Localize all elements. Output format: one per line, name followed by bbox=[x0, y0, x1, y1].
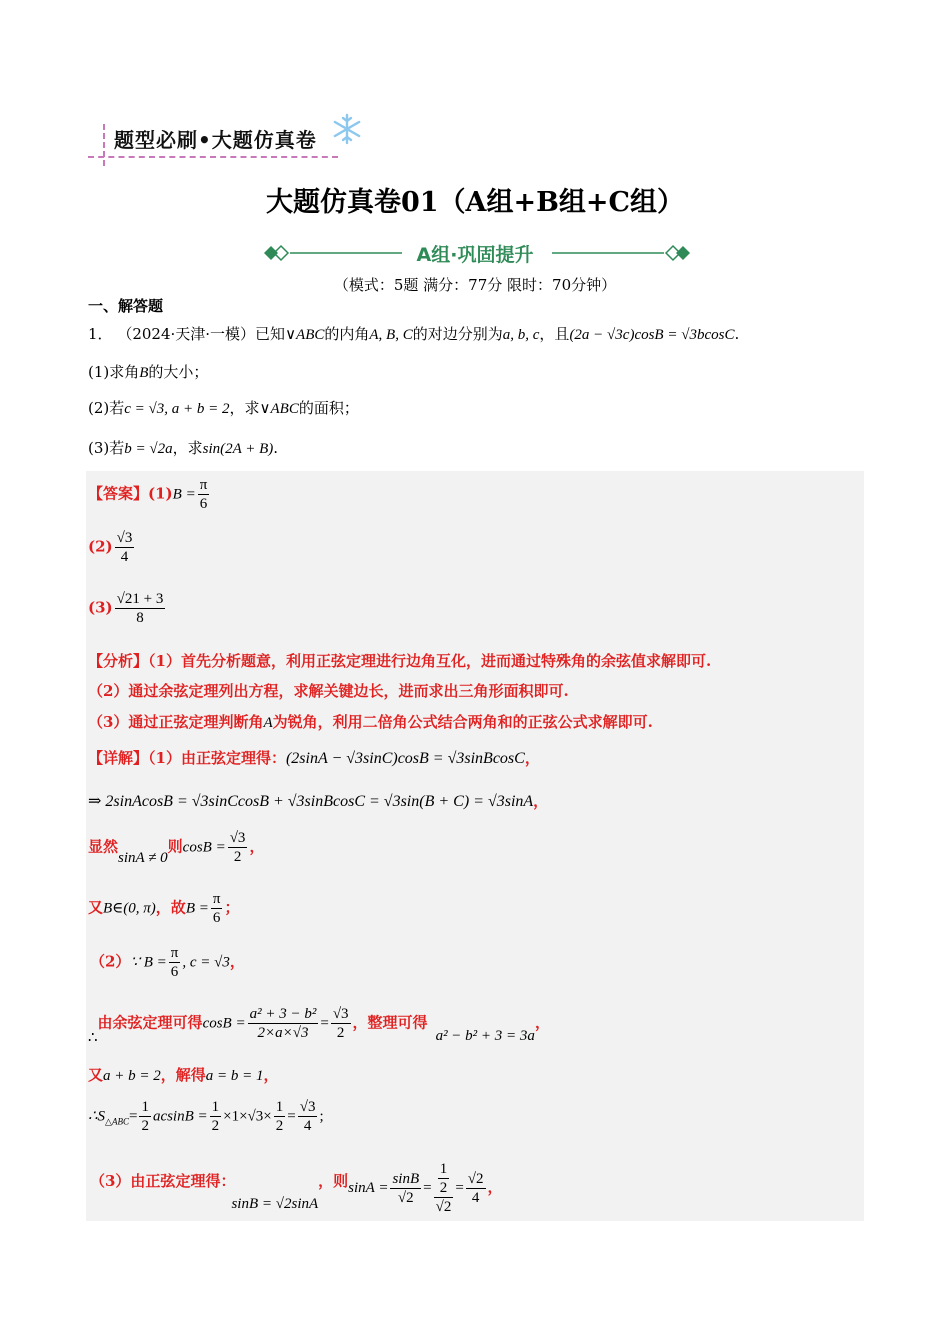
therefore-symbol: ∴ bbox=[88, 1029, 98, 1046]
detail-math: , c = √3 bbox=[182, 954, 230, 971]
part-text: 的大小； bbox=[148, 363, 209, 381]
detail-math: ∴S bbox=[88, 1108, 106, 1125]
detail-fraction bbox=[228, 829, 248, 866]
detail-text: （2） bbox=[90, 952, 131, 971]
frac-num: π bbox=[212, 891, 221, 907]
detail-fraction bbox=[210, 1098, 222, 1135]
answer-fraction bbox=[115, 590, 166, 627]
part-text: (3)若 bbox=[88, 439, 125, 457]
detail-math: = bbox=[423, 1180, 432, 1196]
detail-math: ∵ B = bbox=[130, 954, 167, 971]
detail-math-sub: △ABC bbox=[105, 1116, 129, 1127]
part-text: (1)求角 bbox=[88, 363, 140, 381]
part-text: 的面积； bbox=[298, 399, 359, 417]
detail-text: 由余弦定理可得 bbox=[97, 1013, 203, 1032]
frac-den: 2×a×√3 bbox=[257, 1025, 309, 1041]
analysis-line-2: （2）通过余弦定理列出方程，求解关键边长，进而求出三角形面积即可. bbox=[88, 682, 569, 700]
detail-math: = bbox=[287, 1108, 296, 1125]
answer-math: B = bbox=[172, 486, 196, 503]
analysis-line-1 bbox=[88, 650, 711, 671]
detail-line-7 bbox=[88, 1064, 279, 1085]
frac-den: 6 bbox=[212, 910, 221, 926]
frac-num: √3 bbox=[116, 530, 133, 546]
question-part-3 bbox=[88, 437, 278, 458]
answer-tag: (3) bbox=[88, 598, 113, 617]
detail-math: = bbox=[455, 1180, 464, 1196]
stem-triangle: ∨ABC bbox=[285, 327, 325, 343]
frac-den: 8 bbox=[136, 610, 144, 626]
answer-fraction bbox=[115, 529, 135, 566]
snowflake-icon bbox=[330, 112, 364, 146]
header-tag: 题型必刷•大题仿真卷 bbox=[114, 128, 317, 152]
detail-fraction bbox=[466, 1170, 486, 1207]
stem-text: ，且 bbox=[539, 325, 570, 343]
detail-text: 又 bbox=[88, 1066, 104, 1084]
stem-angles: A, B, C bbox=[369, 327, 413, 343]
detail-math: (2sinA − √3sinC)cosB = √3sinBcosC bbox=[285, 750, 525, 767]
detail-text: ，则 bbox=[318, 1172, 349, 1190]
analysis-text: 为锐角，利用二倍角公式结合两角和的正弦公式求解即可. bbox=[272, 713, 653, 731]
detail-math: sinB = √2sinA bbox=[231, 1196, 319, 1212]
detail-text: ，解得 bbox=[160, 1066, 206, 1084]
frac-num: √3 bbox=[332, 1006, 349, 1022]
detail-math: = bbox=[128, 1108, 138, 1125]
answer-line-2 bbox=[88, 529, 136, 566]
frac-den: 2 bbox=[141, 1118, 149, 1134]
frac-num: √2 bbox=[467, 1170, 484, 1187]
detail-line-5 bbox=[90, 944, 245, 981]
frac-num: 1 bbox=[439, 1161, 448, 1177]
detail-math: acsinB = bbox=[152, 1108, 208, 1125]
part-math: c = √3, a + b = 2 bbox=[124, 401, 230, 417]
part-math: ∨ABC bbox=[259, 401, 299, 417]
frac-den: 4 bbox=[303, 1118, 312, 1134]
section-heading: 一、解答题 bbox=[88, 297, 164, 315]
frac-den: 4 bbox=[120, 549, 129, 565]
detail-text: 则 bbox=[167, 837, 183, 856]
detail-fraction bbox=[298, 1098, 318, 1135]
frac-num: 1 bbox=[141, 1099, 149, 1115]
detail-line-9 bbox=[90, 1160, 503, 1216]
part-text: ，求 bbox=[172, 439, 203, 457]
frac-num: 1 bbox=[211, 1099, 220, 1115]
detail-text: ， bbox=[524, 749, 540, 767]
detail-math: ; bbox=[319, 1108, 324, 1125]
detail-math: cosB = bbox=[182, 839, 226, 856]
frac-den: 2 bbox=[233, 849, 242, 865]
page-title: 大题仿真卷01（A组+B组+C组） bbox=[265, 187, 685, 218]
part-math: B bbox=[139, 365, 149, 381]
detail-line-6 bbox=[88, 1005, 550, 1046]
detail-math: a² − b² + 3 = 3a bbox=[435, 1027, 535, 1044]
detail-math: a = b = 1 bbox=[205, 1068, 264, 1084]
detail-line-1 bbox=[88, 747, 540, 768]
detail-text: ， bbox=[249, 837, 265, 856]
detail-compound-fraction bbox=[434, 1160, 454, 1216]
frac-num: √3 bbox=[229, 830, 246, 846]
frac-den: 2 bbox=[336, 1025, 345, 1041]
detail-math: cosB = bbox=[202, 1015, 246, 1032]
detail-fraction bbox=[390, 1170, 421, 1207]
detail-line-8 bbox=[88, 1098, 324, 1135]
detail-text: （3）由正弦定理得： bbox=[90, 1172, 236, 1190]
question-stem bbox=[88, 323, 739, 344]
frac-num bbox=[434, 1160, 454, 1198]
detail-text: ，整理可得 bbox=[352, 1013, 428, 1032]
detail-text: ， bbox=[534, 1013, 550, 1032]
detail-math: = bbox=[320, 1015, 329, 1032]
part-text: (2)若 bbox=[88, 399, 125, 417]
detail-math: ⇒ 2sinAcosB = √3sinCcosB + √3sinBcosC = √3sin(B + C) = √3sinA bbox=[88, 793, 534, 810]
detail-text: （1）由正弦定理得： bbox=[148, 749, 286, 767]
detail-text: ， bbox=[263, 1066, 279, 1084]
frac-den: 6 bbox=[170, 964, 179, 980]
detail-math: ×1×√3× bbox=[223, 1108, 272, 1125]
analysis-text: （3）通过正弦定理判断角 bbox=[88, 713, 264, 731]
stem-sides: a, b, c bbox=[502, 327, 540, 343]
frac-num: √3 bbox=[299, 1099, 316, 1115]
detail-text: 显然 bbox=[88, 837, 119, 856]
frac-num: π bbox=[170, 945, 179, 961]
stem-condition: (2a − √3c)cosB = √3bcosC bbox=[569, 327, 735, 343]
frac-num: sinB bbox=[392, 1170, 420, 1187]
analysis-line-3 bbox=[88, 711, 653, 732]
part-math: b = √2a bbox=[124, 441, 173, 457]
question-number: 1． bbox=[88, 325, 113, 343]
question-part-1 bbox=[88, 361, 208, 382]
part-text: . bbox=[273, 439, 279, 457]
stem-text: 的对边分别为 bbox=[412, 325, 503, 343]
frac-den: 4 bbox=[471, 1189, 480, 1206]
detail-math: sinA = bbox=[348, 1180, 389, 1196]
question-source: （2024·天津·一模） bbox=[117, 325, 256, 343]
detail-math: B = bbox=[185, 900, 209, 917]
detail-text: ， bbox=[487, 1178, 503, 1196]
group-label: A组·巩固提升 bbox=[416, 244, 534, 266]
part-text: ，求 bbox=[229, 399, 260, 417]
detail-line-2 bbox=[88, 790, 548, 811]
inner-fraction bbox=[438, 1160, 450, 1197]
exam-mode-line: （模式：5题 满分：77分 限时：70分钟） bbox=[333, 276, 617, 294]
frac-den: 2 bbox=[439, 1180, 448, 1196]
frac-den: 2 bbox=[211, 1118, 220, 1134]
frac-den: √2 bbox=[397, 1189, 414, 1206]
frac-num: π bbox=[199, 477, 208, 493]
detail-math: a + b = 2 bbox=[103, 1068, 161, 1084]
answer-fraction bbox=[198, 476, 210, 513]
frac-den: 6 bbox=[199, 496, 208, 512]
analysis-text: （1）首先分析题意，利用正弦定理进行边角互化，进而通过特殊角的余弦值求解即可. bbox=[148, 652, 712, 670]
frac-den: √2 bbox=[435, 1199, 452, 1215]
stem-text: 已知 bbox=[255, 325, 286, 343]
analysis-label: 【分析】 bbox=[88, 652, 149, 670]
header-decoration-hline bbox=[88, 156, 338, 158]
answer-line-3 bbox=[88, 590, 167, 627]
analysis-math: A bbox=[263, 715, 273, 731]
question-part-2 bbox=[88, 397, 359, 418]
detail-text: 又 bbox=[88, 898, 104, 917]
detail-text: ，故 bbox=[155, 898, 186, 917]
detail-fraction bbox=[248, 1005, 319, 1042]
stem-text: 的内角 bbox=[324, 325, 370, 343]
answer-tag: (2) bbox=[88, 537, 113, 556]
part-math: sin(2A + B) bbox=[202, 441, 274, 457]
detail-text: ， bbox=[533, 792, 549, 810]
detail-fraction bbox=[331, 1005, 351, 1042]
detail-text: ， bbox=[229, 952, 245, 971]
frac-num: 1 bbox=[275, 1099, 284, 1115]
detail-fraction bbox=[211, 890, 223, 927]
answer-tag: (1) bbox=[148, 484, 173, 503]
frac-num: √21 + 3 bbox=[116, 591, 164, 607]
detail-line-4 bbox=[88, 890, 239, 927]
stem-text: . bbox=[734, 325, 740, 343]
detail-math: sinA ≠ 0 bbox=[118, 849, 168, 866]
detail-label: 【详解】 bbox=[88, 749, 149, 767]
frac-den: 2 bbox=[275, 1118, 284, 1134]
answer-line-1 bbox=[88, 476, 211, 513]
answer-label: 【答案】 bbox=[88, 484, 149, 503]
detail-fraction bbox=[139, 1098, 151, 1135]
header-decoration-vline bbox=[103, 124, 107, 166]
detail-line-3 bbox=[88, 829, 264, 866]
detail-fraction bbox=[274, 1098, 286, 1135]
frac-num: a² + 3 − b² bbox=[249, 1006, 317, 1022]
detail-fraction bbox=[169, 944, 181, 981]
detail-text: ； bbox=[224, 898, 240, 917]
detail-math: B∈(0, π) bbox=[103, 900, 156, 917]
